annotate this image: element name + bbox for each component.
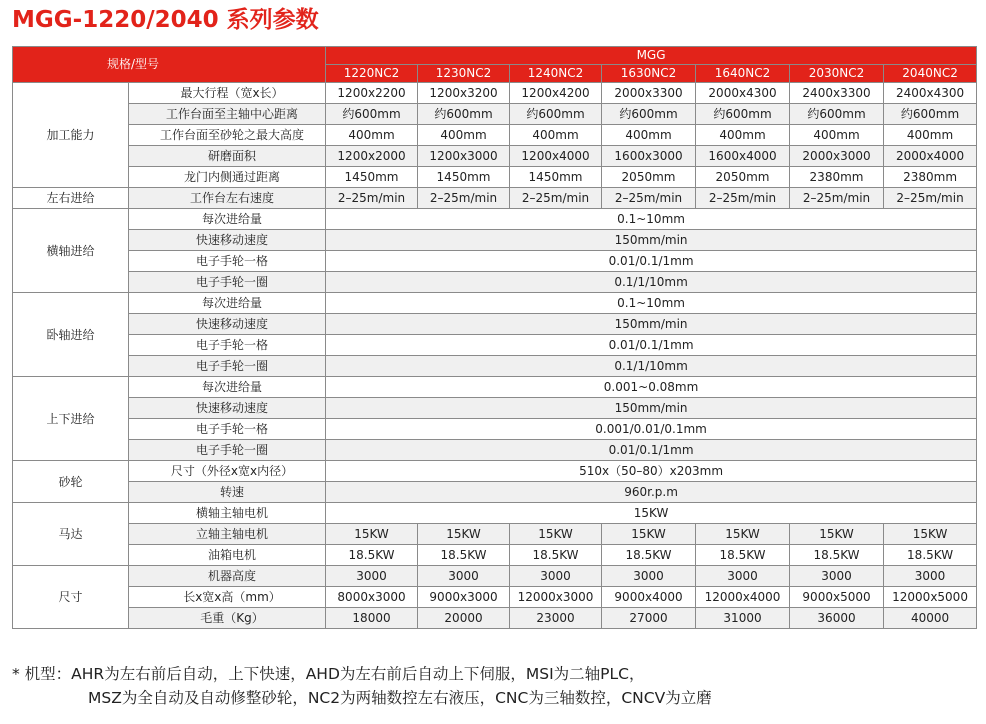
cell: 15KW <box>418 524 510 545</box>
param-label: 电子手轮一圈 <box>129 440 326 461</box>
model-header: 2040NC2 <box>884 65 977 83</box>
cell: 150mm/min <box>326 230 977 251</box>
table-row <box>13 188 977 209</box>
cell: 3000 <box>884 566 977 587</box>
param-label: 电子手轮一圈 <box>129 272 326 293</box>
param-label: 每次进给量 <box>129 293 326 314</box>
param-label: 毛重（Kg） <box>129 608 326 629</box>
cell: 2–25m/min <box>418 188 510 209</box>
table-row <box>13 377 977 398</box>
table-row <box>13 125 977 146</box>
cell: 2050mm <box>696 167 790 188</box>
cell: 1450mm <box>418 167 510 188</box>
cell: 9000x4000 <box>602 587 696 608</box>
cell: 0.01/0.1/1mm <box>326 440 977 461</box>
model-header: 2030NC2 <box>790 65 884 83</box>
cell: 约600mm <box>510 104 602 125</box>
param-label: 油箱电机 <box>129 545 326 566</box>
cell: 3000 <box>326 566 418 587</box>
model-header: 1240NC2 <box>510 65 602 83</box>
cell: 960r.p.m <box>326 482 977 503</box>
cell: 12000x4000 <box>696 587 790 608</box>
table-row <box>13 545 977 566</box>
cell: 400mm <box>510 125 602 146</box>
cell: 2000x3000 <box>790 146 884 167</box>
cell: 400mm <box>326 125 418 146</box>
param-label: 电子手轮一格 <box>129 251 326 272</box>
cell: 18000 <box>326 608 418 629</box>
spec-label-header: 规格/型号 <box>13 47 326 83</box>
param-label: 龙门内侧通过距离 <box>129 167 326 188</box>
group-label-wheel: 砂轮 <box>13 461 129 503</box>
table-row <box>13 398 977 419</box>
param-label: 每次进给量 <box>129 209 326 230</box>
cell: 400mm <box>790 125 884 146</box>
param-label: 快速移动速度 <box>129 230 326 251</box>
cell: 400mm <box>602 125 696 146</box>
param-label: 研磨面积 <box>129 146 326 167</box>
cell: 15KW <box>696 524 790 545</box>
cell: 2–25m/min <box>510 188 602 209</box>
cell: 18.5KW <box>510 545 602 566</box>
cell: 3000 <box>696 566 790 587</box>
group-label-side-feed: 卧轴进给 <box>13 293 129 377</box>
spec-table <box>12 46 977 629</box>
cell: 0.1/1/10mm <box>326 272 977 293</box>
table-row <box>13 83 977 104</box>
cell: 18.5KW <box>696 545 790 566</box>
model-header: 1630NC2 <box>602 65 696 83</box>
cell: 1200x2200 <box>326 83 418 104</box>
cell: 2000x3300 <box>602 83 696 104</box>
cell: 2400x3300 <box>790 83 884 104</box>
param-label: 横轴主轴电机 <box>129 503 326 524</box>
cell: 40000 <box>884 608 977 629</box>
group-label-cross-feed: 横轴进给 <box>13 209 129 293</box>
param-label: 转速 <box>129 482 326 503</box>
cell: 36000 <box>790 608 884 629</box>
cell: 15KW <box>790 524 884 545</box>
cell: 1200x3000 <box>418 146 510 167</box>
cell: 18.5KW <box>326 545 418 566</box>
cell: 9000x5000 <box>790 587 884 608</box>
table-row <box>13 482 977 503</box>
cell: 3000 <box>790 566 884 587</box>
param-label: 电子手轮一格 <box>129 419 326 440</box>
cell: 0.001~0.08mm <box>326 377 977 398</box>
cell: 0.1~10mm <box>326 293 977 314</box>
cell: 18.5KW <box>790 545 884 566</box>
table-row <box>13 461 977 482</box>
cell: 约600mm <box>326 104 418 125</box>
cell: 15KW <box>884 524 977 545</box>
cell: 1450mm <box>510 167 602 188</box>
table-row <box>13 251 977 272</box>
cell: 3000 <box>418 566 510 587</box>
cell: 0.1~10mm <box>326 209 977 230</box>
footnote-line-2: MSZ为全自动及自动修整砂轮，NC2为两轴数控左右液压，CNC为三轴数控，CNCV为立磨 <box>88 689 712 707</box>
cell: 27000 <box>602 608 696 629</box>
header-row-series <box>13 47 977 65</box>
cell: 400mm <box>696 125 790 146</box>
footnote-line-1: * 机型：AHR为左右前后自动，上下快速，AHD为左右前后自动上下伺服，MSI为二轴PLC， <box>12 665 645 683</box>
cell: 约600mm <box>418 104 510 125</box>
cell: 1600x4000 <box>696 146 790 167</box>
cell: 15KW <box>326 524 418 545</box>
cell: 2–25m/min <box>790 188 884 209</box>
table-row <box>13 419 977 440</box>
cell: 18.5KW <box>884 545 977 566</box>
group-label-size: 尺寸 <box>13 566 129 629</box>
group-label-lr-feed: 左右进给 <box>13 188 129 209</box>
cell: 9000x3000 <box>418 587 510 608</box>
table-row <box>13 524 977 545</box>
param-label: 电子手轮一圈 <box>129 356 326 377</box>
cell: 20000 <box>418 608 510 629</box>
table-row <box>13 167 977 188</box>
param-label: 工作台左右速度 <box>129 188 326 209</box>
cell: 2380mm <box>884 167 977 188</box>
param-label: 立轴主轴电机 <box>129 524 326 545</box>
cell: 400mm <box>884 125 977 146</box>
cell: 2–25m/min <box>696 188 790 209</box>
param-label: 尺寸（外径x宽x内径） <box>129 461 326 482</box>
cell: 2000x4300 <box>696 83 790 104</box>
table-row <box>13 104 977 125</box>
cell: 18.5KW <box>602 545 696 566</box>
group-label-vertical-feed: 上下进给 <box>13 377 129 461</box>
cell: 150mm/min <box>326 398 977 419</box>
series-header: MGG <box>326 47 977 65</box>
cell: 15KW <box>510 524 602 545</box>
cell: 1200x4000 <box>510 146 602 167</box>
table-row <box>13 272 977 293</box>
table-row <box>13 146 977 167</box>
table-row <box>13 356 977 377</box>
cell: 2050mm <box>602 167 696 188</box>
cell: 3000 <box>602 566 696 587</box>
cell: 0.01/0.1/1mm <box>326 251 977 272</box>
table-row <box>13 608 977 629</box>
cell: 约600mm <box>884 104 977 125</box>
table-row <box>13 293 977 314</box>
param-label: 每次进给量 <box>129 377 326 398</box>
cell: 15KW <box>326 503 977 524</box>
cell: 400mm <box>418 125 510 146</box>
table-row <box>13 587 977 608</box>
cell: 1200x2000 <box>326 146 418 167</box>
cell: 约600mm <box>602 104 696 125</box>
cell: 1200x4200 <box>510 83 602 104</box>
param-label: 工作台面至主轴中心距离 <box>129 104 326 125</box>
cell: 2–25m/min <box>602 188 696 209</box>
cell: 约600mm <box>790 104 884 125</box>
model-header: 1230NC2 <box>418 65 510 83</box>
table-row <box>13 503 977 524</box>
param-label: 电子手轮一格 <box>129 335 326 356</box>
cell: 约600mm <box>696 104 790 125</box>
group-label-capacity: 加工能力 <box>13 83 129 188</box>
page-title: MGG-1220/2040 系列参数 <box>12 7 319 33</box>
cell: 1200x3200 <box>418 83 510 104</box>
cell: 12000x3000 <box>510 587 602 608</box>
cell: 2400x4300 <box>884 83 977 104</box>
table-row <box>13 230 977 251</box>
cell: 1600x3000 <box>602 146 696 167</box>
model-header: 1220NC2 <box>326 65 418 83</box>
param-label: 机器高度 <box>129 566 326 587</box>
cell: 510x（50–80）x203mm <box>326 461 977 482</box>
cell: 2380mm <box>790 167 884 188</box>
table-row <box>13 566 977 587</box>
table-row <box>13 314 977 335</box>
cell: 15KW <box>602 524 696 545</box>
cell: 150mm/min <box>326 314 977 335</box>
cell: 8000x3000 <box>326 587 418 608</box>
param-label: 长x宽x高（mm） <box>129 587 326 608</box>
table-row <box>13 209 977 230</box>
cell: 12000x5000 <box>884 587 977 608</box>
table-row <box>13 335 977 356</box>
param-label: 快速移动速度 <box>129 314 326 335</box>
param-label: 最大行程（宽x长） <box>129 83 326 104</box>
cell: 0.01/0.1/1mm <box>326 335 977 356</box>
cell: 2000x4000 <box>884 146 977 167</box>
group-label-motor: 马达 <box>13 503 129 566</box>
model-header: 1640NC2 <box>696 65 790 83</box>
cell: 2–25m/min <box>326 188 418 209</box>
cell: 18.5KW <box>418 545 510 566</box>
cell: 0.1/1/10mm <box>326 356 977 377</box>
cell: 31000 <box>696 608 790 629</box>
cell: 0.001/0.01/0.1mm <box>326 419 977 440</box>
table-row <box>13 440 977 461</box>
footnote <box>12 662 712 710</box>
cell: 1450mm <box>326 167 418 188</box>
param-label: 工作台面至砂轮之最大高度 <box>129 125 326 146</box>
cell: 3000 <box>510 566 602 587</box>
param-label: 快速移动速度 <box>129 398 326 419</box>
cell: 23000 <box>510 608 602 629</box>
cell: 2–25m/min <box>884 188 977 209</box>
